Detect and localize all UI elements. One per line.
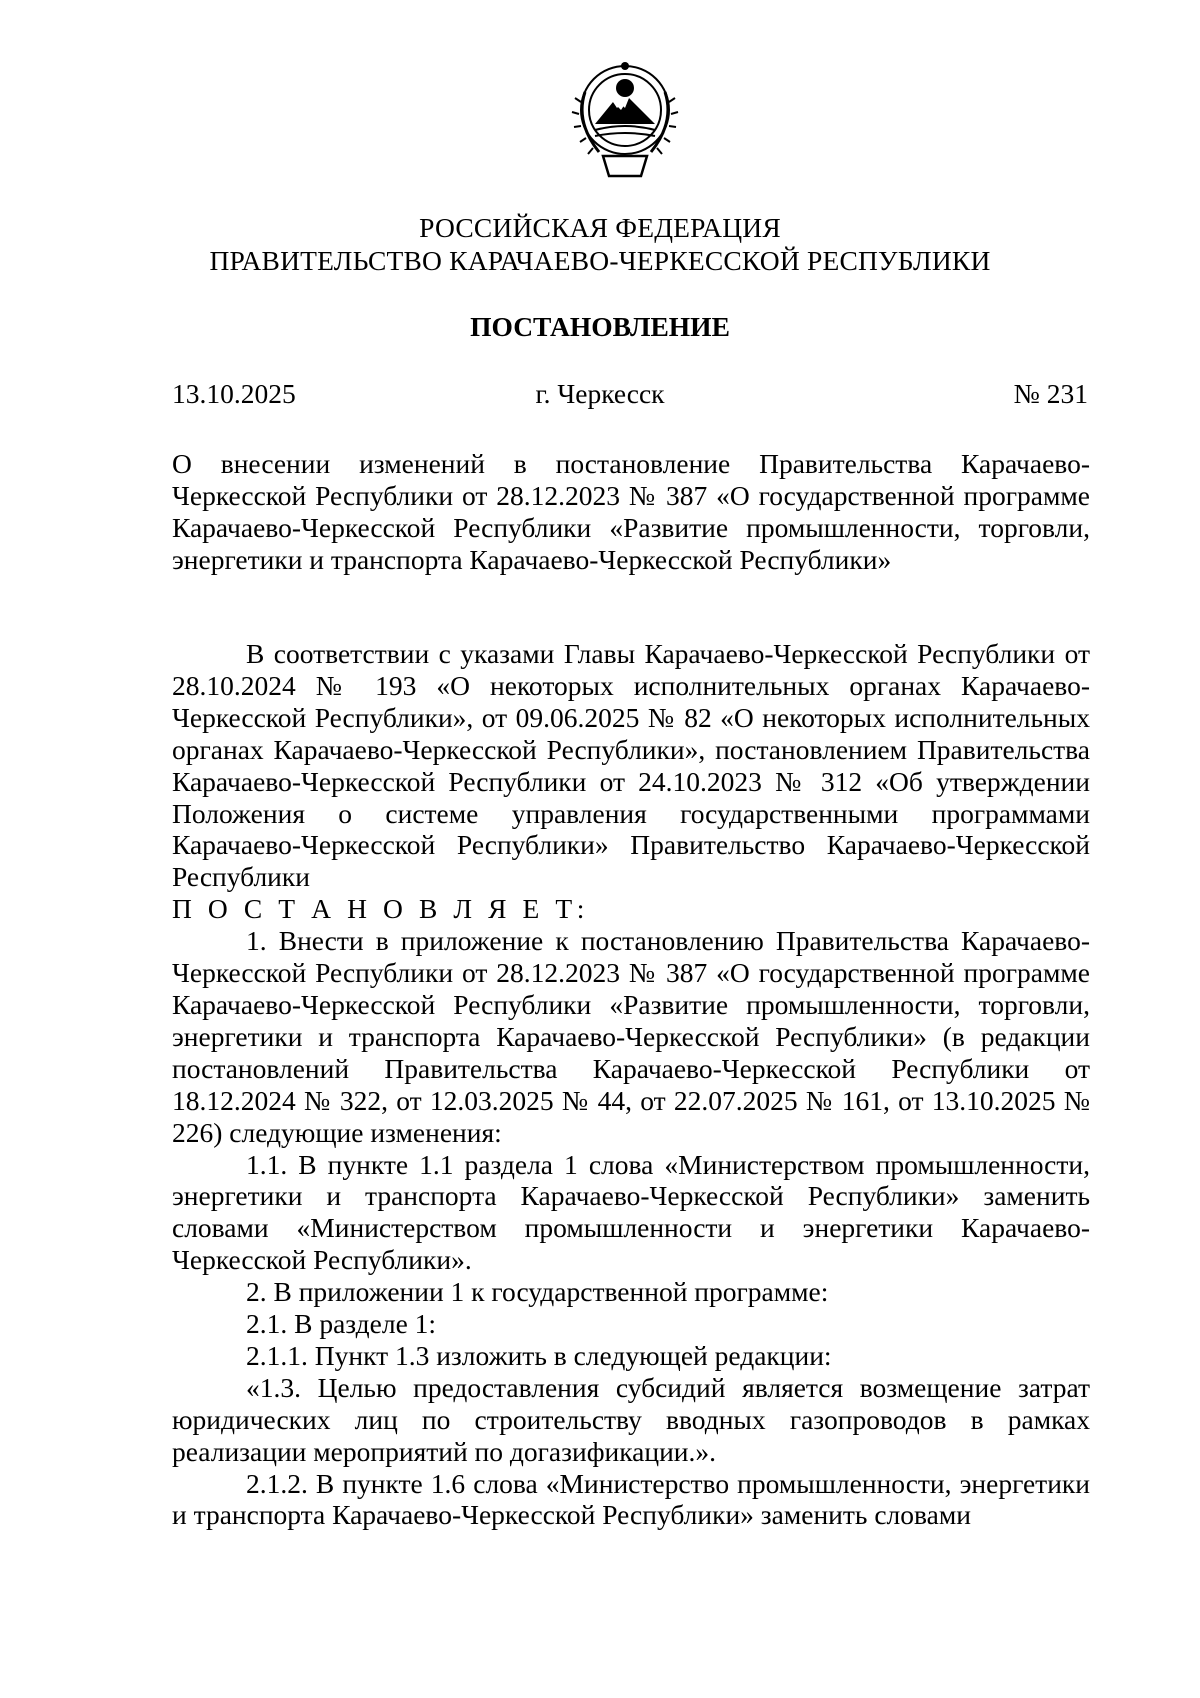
document-date: 13.10.2025 (172, 378, 296, 409)
item-paragraph: 2. В приложении 1 к государственной программе: (246, 1276, 829, 1308)
item-paragraph: 1. Внести в приложение к постановлению Правительства Карачаево-Черкесской Республики от 28.12.2023 № 387 «О государственной программе Карачаево-Черкесской Республики «Развитие промышленности, торговли, энергетики и транспорта Карачаево-Черкесской Республики» (в редакции постановлений Правительства Карачаево-Черкесской Республики от 18.12.2024 № 322, от 12.03.2025 № 44, от 22.07.2025 № 161, от 13.10.2025 № 226) следующие изменения: (172, 925, 1090, 1148)
government-name: ПРАВИТЕЛЬСТВО КАРАЧАЕВО-ЧЕРКЕССКОЙ РЕСПУБЛИКИ (209, 245, 991, 276)
item-paragraph: 2.1.1. Пункт 1.3 изложить в следующей редакции: (246, 1339, 832, 1371)
document-city: г. Черкесск (535, 378, 665, 409)
coat-of-arms-emblem (565, 52, 685, 190)
item-paragraph: 2.1. В разделе 1: (246, 1308, 437, 1340)
preamble-paragraph: В соответствии с указами Главы Карачаево-Черкесской Республики от 28.10.2024 № 193 «О некоторых исполнительных органах Карачаево-Черкесской Республики», от 09.06.2025 № 82 «О некоторых исполнительных органах Карачаево-Черкесской Республики», постановлением Правительства Карачаево-Черкесской Республики от 24.10.2023 № 312 «Об утверждении Положения о системе управления государственными программами Карачаево-Черкесской Республики» Правительство Карачаево-Черкесской Республики (172, 638, 1090, 893)
document-number: № 231 (1013, 378, 1088, 409)
item-paragraph: «1.3. Целью предоставления субсидий является возмещение затрат юридических лиц по строительству вводных газопроводов в рамках реализации мероприятий по догазификации.». (172, 1371, 1090, 1467)
document-type: ПОСТАНОВЛЕНИЕ (470, 311, 730, 342)
document-subject-block (172, 448, 1090, 576)
document-subject: О внесении изменений в постановление Правительства Карачаево-Черкесской Республики от 28.12.2023 № 387 «О государственной программе Карачаево-Черкесской Республики «Развитие промышленности, торговли, энергетики и транспорта Карачаево-Черкесской Республики» (172, 448, 1090, 575)
item-paragraph: 2.1.2. В пункте 1.6 слова «Министерство промышленности, энергетики и транспорта Карачаево-Черкесской Республики» заменить словами (172, 1467, 1090, 1531)
item-paragraph: 1.1. В пункте 1.1 раздела 1 слова «Министерством промышленности, энергетики и транспорта Карачаево-Черкесской Республики» заменить словами «Министерством промышленности и энергетики Карачаево-Черкесской Республики». (172, 1148, 1090, 1276)
country-name: РОССИЙСКАЯ ФЕДЕРАЦИЯ (419, 212, 781, 243)
document-body (172, 638, 1090, 1531)
resolves-heading: П О С Т А Н О В Л Я Е Т: (172, 893, 590, 925)
